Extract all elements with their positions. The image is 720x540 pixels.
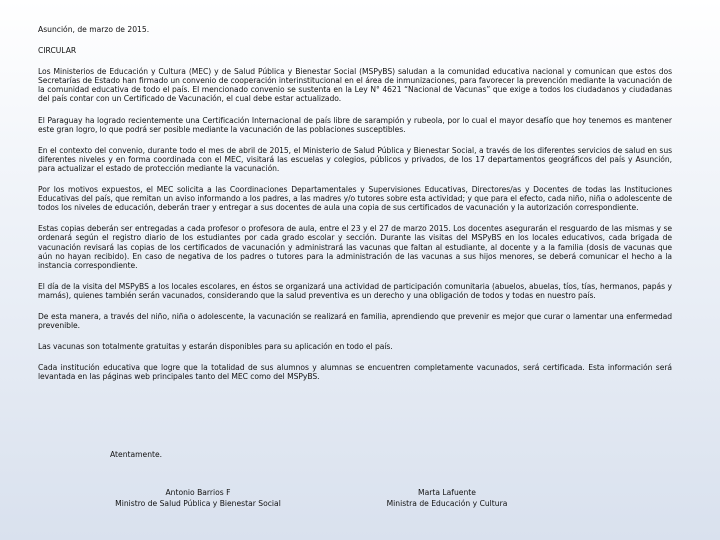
paragraph-4: Por los motivos expuestos, el MEC solicita a las Coordinaciones Departamentales y Supervisiones Educativas, Directores/as y Docentes de todas las Instituciones Educativas del país, que remitan un aviso informando a los padres, a las madres y/o tutores sobre esta actividad; y que para el efecto, cada niño, niña o adolescente de todos los niveles de educación, deberán traer y entregar a sus docentes de aula una copia de sus certificados de vacunación y la autorización correspondiente. <box>38 185 672 213</box>
signatory-title: Ministro de Salud Pública y Bienestar Social <box>115 499 281 508</box>
paragraph-5: Estas copias deberán ser entregadas a cada profesor o profesora de aula, entre el 23 y el 27 de marzo 2015. Los docentes asegurarán el resguardo de las mismas y se ordenará según el registro diario de los estudiantes por cada grado escolar y sección. Durante las visitas del MSPyBS en los locales educativos, cada brigada de vacunación revisará las copias de los certificados de vacunación y administrará las vacunas que faltan al estudiante, al docente y a la familia (dosis de vacunas que aún no hayan recibido). En caso de negativa de los padres o tutores para la administración de las vacunas a sus hijos menores, se deberá comunicar el hecho a la instancia correspondiente. <box>38 224 672 270</box>
signatory-name: Antonio Barrios F <box>165 488 231 497</box>
paragraph-7: De esta manera, a través del niño, niña o adolescente, la vacunación se realizará en familia, aprendiendo que prevenir es mejor que curar o lamentar una enfermedad prevenible. <box>38 311 672 331</box>
signatory-name: Marta Lafuente <box>418 488 476 497</box>
signature-block-education-minister <box>372 487 522 509</box>
closing-salutation: Atentamente. <box>110 450 163 459</box>
letter-heading: CIRCULAR <box>38 46 77 56</box>
paragraph-6: El día de la visita del MSPyBS a los locales escolares, en éstos se organizará una actividad de participación comunitaria (abuelos, abuelas, tíos, tías, hermanos, papás y mamás), quienes también serán vacunados, considerando que la salud preventiva es un derecho y una obligación de todos y todas en nuestro país. <box>38 281 672 300</box>
paragraph-2: El Paraguay ha logrado recientemente una Certificación Internacional de país libre de sarampión y rubeola, por lo cual el mayor desafío que hoy tenemos es mantener este gran logro, lo que podrá ser posible mediante la vacunación de las poblaciones susceptibles. <box>38 115 672 134</box>
paragraph-9: Cada institución educativa que logre que la totalidad de sus alumnos y alumnas se encuentren completamente vacunados, será certificada. Esta información será levantada en las páginas web principales tanto del MEC como del MSPyBS. <box>38 363 672 382</box>
paragraph-8: Las vacunas son totalmente gratuitas y estarán disponibles para su aplicación en todo el país. <box>38 342 393 352</box>
signatory-title: Ministra de Educación y Cultura <box>386 499 508 508</box>
paragraph-3: En el contexto del convenio, durante todo el mes de abril de 2015, el Ministerio de Salud Pública y Bienestar Social, a través de los diferentes servicios de salud en sus diferentes niveles y en forma coordinada con el MEC, visitará las escuelas y colegios, públicos y privados, de los 17 departamentos geográficos del país y Asunción, para actualizar el estado de protección mediante la vacunación. <box>38 145 672 173</box>
signature-block-health-minister <box>108 487 288 509</box>
paragraph-1: Los Ministerios de Educación y Cultura (MEC) y de Salud Pública y Bienestar Social (MSPyBS) saludan a la comunidad educativa nacional y comunican que estos dos Secretarías de Estado han firmado un convenio de cooperación interinstitucional en el área de inmunizaciones, para favorecer la prevención mediante la vacunación de la comunidad educativa de todo el país. El mencionado convenio se sustenta en la Ley N° 4621 “Nacional de Vacunas” que exige a todos los ciudadanos y ciudadanas del país contar con un Certificado de Vacunación, el cual debe estar actualizado. <box>38 67 672 104</box>
letter-date: Asunción, de marzo de 2015. <box>38 25 150 34</box>
